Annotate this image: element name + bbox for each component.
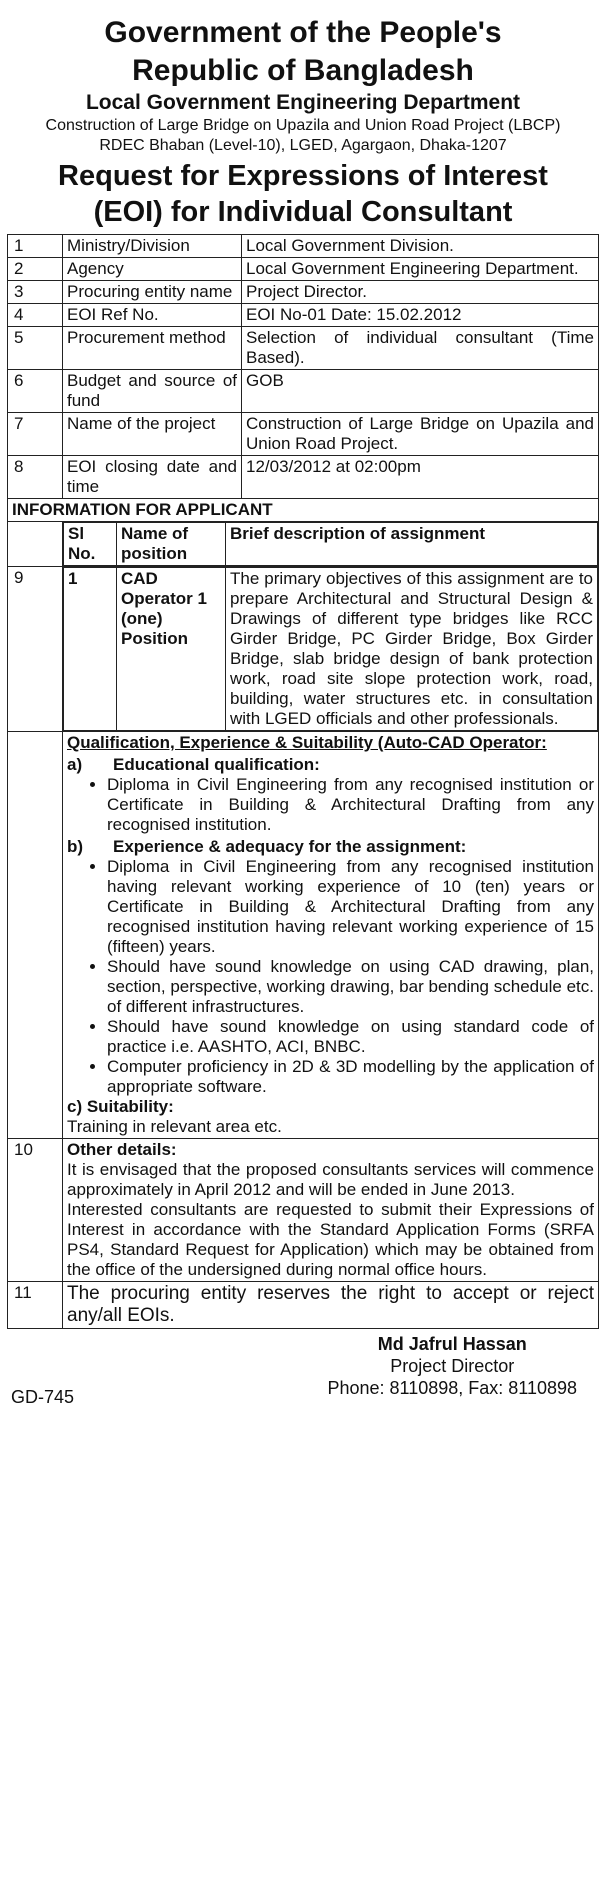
row-num: 11 — [8, 1282, 63, 1329]
list-item: • Diploma in Civil Engineering from any recognised institution or Certificate in Building & Architectural Drafting from any recognised institution. — [107, 775, 594, 835]
row-value: Local Government Engineering Department. — [242, 258, 599, 281]
table-row — [8, 235, 599, 258]
row-label: Procurement method — [63, 327, 242, 370]
section-b — [67, 837, 594, 857]
eoi-notice — [7, 0, 599, 1419]
row-label: Name of the project — [63, 413, 242, 456]
row-num: 1 — [8, 235, 63, 258]
header-sl: Sl No. — [64, 523, 117, 566]
table-row — [8, 327, 599, 370]
row-num: 2 — [8, 258, 63, 281]
row-value: Construction of Large Bridge on Upazila and Union Road Project. — [242, 413, 599, 456]
final-text: The procuring entity reserves the right to accept or reject any/all EOIs. — [63, 1282, 599, 1329]
section-b-title: Experience & adequacy for the assignment: — [113, 837, 467, 856]
qualification-row — [8, 732, 599, 1139]
row-value: GOB — [242, 370, 599, 413]
section-c-title: c) Suitability: — [67, 1097, 174, 1116]
row-label: EOI closing date and time — [63, 456, 242, 499]
address: RDEC Bhaban (Level-10), LGED, Agargaon, Dhaka-1207 — [99, 137, 507, 154]
other-details-p1: It is envisaged that the proposed consultants services will commence approximately in April 2012 and will be ended in June 2013. — [67, 1160, 594, 1199]
department: Local Government Engineering Department — [85, 91, 521, 114]
table-row — [8, 304, 599, 327]
section-a-title: Educational qualification: — [113, 755, 320, 774]
row-num: 5 — [8, 327, 63, 370]
row-num: 10 — [8, 1139, 63, 1282]
table-row — [8, 456, 599, 499]
title-line-2: (EOI) for Individual Consultant — [93, 196, 513, 228]
other-details-row — [8, 1139, 599, 1282]
row-label: Agency — [63, 258, 242, 281]
position-section — [8, 522, 599, 567]
list-item: • Diploma in Civil Engineering from any recognised institution having relevant working experience of 10 (ten) years or Certificate in Building & Architectural Drafting from any recognised institution having relevant working experience of 15 (fifteen) years. — [107, 857, 594, 957]
section-a-list — [67, 775, 594, 835]
row-label: Ministry/Division — [63, 235, 242, 258]
list-item: • Should have sound knowledge on using CAD drawing, plan, section, perspective, working drawing, bar bending schedule etc. of different infrastructures. — [107, 957, 594, 1017]
eoi-table — [7, 234, 599, 1329]
position-row — [8, 567, 599, 732]
project-line: Construction of Large Bridge on Upazila and Union Road Project (LBCP) — [45, 117, 561, 134]
table-row — [8, 258, 599, 281]
signature-block — [327, 1333, 577, 1399]
footer — [7, 1329, 599, 1419]
row-value: 12/03/2012 at 02:00pm — [242, 456, 599, 499]
list-item: • Computer proficiency in 2D & 3D modelling by the application of appropriate software. — [107, 1057, 594, 1097]
list-item: • Should have sound knowledge on using standard code of practice i.e. AASHTO, ACI, BNBC. — [107, 1017, 594, 1057]
table-row — [8, 281, 599, 304]
title-line-1: Request for Expressions of Interest — [58, 160, 548, 192]
row-num: 6 — [8, 370, 63, 413]
row-num: 7 — [8, 413, 63, 456]
row-value: Selection of individual consultant (Time Based). — [242, 327, 599, 370]
row-value: EOI No-01 Date: 15.02.2012 — [242, 304, 599, 327]
section-a — [67, 755, 594, 775]
row-label: Procuring entity name — [63, 281, 242, 304]
gov-line-1: Government of the People's — [104, 16, 502, 49]
row-num: 3 — [8, 281, 63, 304]
section-c-text: Training in relevant area etc. — [67, 1117, 282, 1136]
table-row — [8, 370, 599, 413]
row-label: Budget and source of fund — [63, 370, 242, 413]
section-b-key: b) — [67, 837, 84, 856]
row-num: 8 — [8, 456, 63, 499]
row-num: 4 — [8, 304, 63, 327]
header-name: Name of position — [117, 523, 226, 566]
info-heading: INFORMATION FOR APPLICANT — [8, 499, 599, 522]
row-num: 9 — [8, 567, 63, 732]
final-row — [8, 1282, 599, 1329]
section-a-key: a) — [67, 755, 83, 774]
section-b-list — [67, 857, 594, 1097]
position-inner-table — [63, 567, 598, 731]
position-sl: 1 — [64, 568, 117, 731]
row-label: EOI Ref No. — [63, 304, 242, 327]
position-name: CAD Operator 1 (one) Position — [117, 568, 226, 731]
other-details-title: Other details: — [67, 1140, 177, 1159]
other-details-p2: Interested consultants are requested to submit their Expressions of Interest in accordance with the Standard Application Forms (SRFA PS4, Standard Request for Application) which may be obtained from the office of the undersigned during normal office hours. — [67, 1200, 594, 1279]
row-value: Project Director. — [242, 281, 599, 304]
gd-code: GD-745 — [11, 1387, 75, 1407]
signatory-phone: Phone: 8110898, Fax: 8110898 — [327, 1378, 577, 1398]
row-value: Local Government Division. — [242, 235, 599, 258]
table-row — [8, 413, 599, 456]
qualification-heading: Qualification, Experience & Suitability (Auto-CAD Operator: — [67, 733, 547, 752]
header-brief: Brief description of assignment — [226, 523, 598, 566]
gov-line-2: Republic of Bangladesh — [132, 54, 474, 87]
signatory-title: Project Director — [390, 1356, 515, 1376]
position-table — [63, 522, 598, 566]
signatory-name: Md Jafrul Hassan — [377, 1334, 527, 1354]
position-brief: The primary objectives of this assignment are to prepare Architectural and Structural Design & Drawings of different type bridges like RCC Girder Bridge, PC Girder Bridge, Box Girder Bridge, slab bridge design of bank protection work, road site slope protection work, road, building, water structures etc. in consultation with LGED officials and other professionals. — [226, 568, 598, 731]
